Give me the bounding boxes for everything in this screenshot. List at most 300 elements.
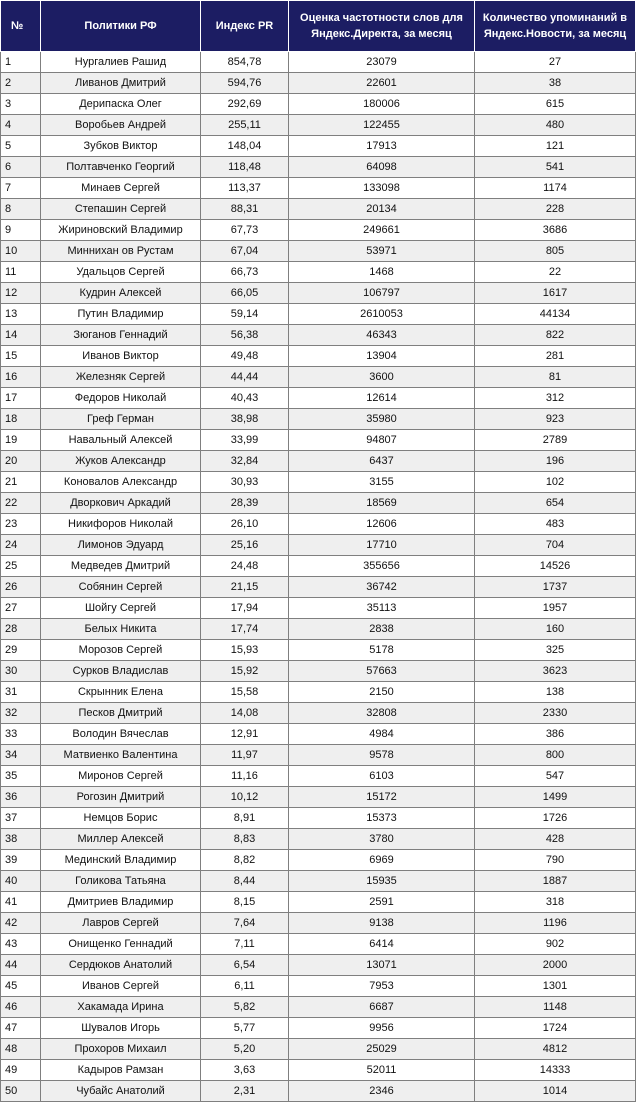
cell-number: 19 — [1, 430, 41, 451]
cell-news-mentions: 1724 — [475, 1018, 636, 1039]
cell-pr-index: 7,11 — [201, 934, 289, 955]
cell-number: 25 — [1, 556, 41, 577]
table-row — [1, 703, 636, 724]
cell-pr-index: 594,76 — [201, 73, 289, 94]
cell-politician: Кудрин Алексей — [41, 283, 201, 304]
cell-direct-frequency: 12614 — [289, 388, 475, 409]
cell-direct-frequency: 57663 — [289, 661, 475, 682]
cell-number: 20 — [1, 451, 41, 472]
cell-pr-index: 8,83 — [201, 829, 289, 850]
table-row — [1, 346, 636, 367]
cell-number: 6 — [1, 157, 41, 178]
cell-news-mentions: 1887 — [475, 871, 636, 892]
cell-number: 43 — [1, 934, 41, 955]
table-row — [1, 73, 636, 94]
cell-news-mentions: 138 — [475, 682, 636, 703]
table-row — [1, 598, 636, 619]
cell-politician: Степашин Сергей — [41, 199, 201, 220]
cell-news-mentions: 1737 — [475, 577, 636, 598]
cell-pr-index: 44,44 — [201, 367, 289, 388]
table-row — [1, 115, 636, 136]
cell-politician: Белых Никита — [41, 619, 201, 640]
cell-news-mentions: 44134 — [475, 304, 636, 325]
cell-direct-frequency: 3780 — [289, 829, 475, 850]
cell-news-mentions: 27 — [475, 52, 636, 73]
cell-number: 30 — [1, 661, 41, 682]
cell-direct-frequency: 13904 — [289, 346, 475, 367]
cell-politician: Миллер Алексей — [41, 829, 201, 850]
cell-news-mentions: 228 — [475, 199, 636, 220]
cell-direct-frequency: 18569 — [289, 493, 475, 514]
table-row — [1, 325, 636, 346]
cell-pr-index: 67,73 — [201, 220, 289, 241]
cell-number: 37 — [1, 808, 41, 829]
cell-news-mentions: 790 — [475, 850, 636, 871]
cell-direct-frequency: 122455 — [289, 115, 475, 136]
cell-direct-frequency: 15935 — [289, 871, 475, 892]
cell-pr-index: 24,48 — [201, 556, 289, 577]
cell-politician: Хакамада Ирина — [41, 997, 201, 1018]
cell-politician: Иванов Виктор — [41, 346, 201, 367]
cell-pr-index: 2,31 — [201, 1081, 289, 1102]
cell-number: 35 — [1, 766, 41, 787]
cell-politician: Володин Вячеслав — [41, 724, 201, 745]
cell-number: 8 — [1, 199, 41, 220]
cell-politician: Удальцов Сергей — [41, 262, 201, 283]
cell-number: 23 — [1, 514, 41, 535]
cell-politician: Дмитриев Владимир — [41, 892, 201, 913]
cell-pr-index: 14,08 — [201, 703, 289, 724]
cell-news-mentions: 1726 — [475, 808, 636, 829]
cell-direct-frequency: 3155 — [289, 472, 475, 493]
cell-politician: Онищенко Геннадий — [41, 934, 201, 955]
cell-direct-frequency: 6687 — [289, 997, 475, 1018]
cell-news-mentions: 1196 — [475, 913, 636, 934]
cell-news-mentions: 4812 — [475, 1039, 636, 1060]
cell-politician: Миронов Сергей — [41, 766, 201, 787]
cell-pr-index: 17,94 — [201, 598, 289, 619]
cell-number: 24 — [1, 535, 41, 556]
cell-politician: Прохоров Михаил — [41, 1039, 201, 1060]
table-row — [1, 829, 636, 850]
cell-number: 9 — [1, 220, 41, 241]
cell-politician: Зюганов Геннадий — [41, 325, 201, 346]
cell-pr-index: 59,14 — [201, 304, 289, 325]
cell-politician: Иванов Сергей — [41, 976, 201, 997]
header-yandex-news-mentions: Количество упоминаний в Яндекс.Новости, за месяц — [475, 1, 636, 52]
cell-politician: Матвиенко Валентина — [41, 745, 201, 766]
cell-direct-frequency: 17913 — [289, 136, 475, 157]
cell-politician: Миннихан ов Рустам — [41, 241, 201, 262]
cell-pr-index: 6,54 — [201, 955, 289, 976]
cell-news-mentions: 428 — [475, 829, 636, 850]
table-row — [1, 304, 636, 325]
table-row — [1, 808, 636, 829]
cell-news-mentions: 81 — [475, 367, 636, 388]
table-row — [1, 262, 636, 283]
cell-pr-index: 8,15 — [201, 892, 289, 913]
cell-pr-index: 28,39 — [201, 493, 289, 514]
table-row — [1, 934, 636, 955]
cell-pr-index: 8,44 — [201, 871, 289, 892]
cell-number: 42 — [1, 913, 41, 934]
cell-pr-index: 21,15 — [201, 577, 289, 598]
cell-news-mentions: 483 — [475, 514, 636, 535]
table-row — [1, 955, 636, 976]
table-row — [1, 787, 636, 808]
cell-politician: Чубайс Анатолий — [41, 1081, 201, 1102]
cell-politician: Дворкович Аркадий — [41, 493, 201, 514]
cell-number: 46 — [1, 997, 41, 1018]
cell-direct-frequency: 249661 — [289, 220, 475, 241]
cell-politician: Навальный Алексей — [41, 430, 201, 451]
cell-politician: Голикова Татьяна — [41, 871, 201, 892]
cell-politician: Мединский Владимир — [41, 850, 201, 871]
cell-pr-index: 67,04 — [201, 241, 289, 262]
cell-politician: Полтавченко Георгий — [41, 157, 201, 178]
cell-direct-frequency: 64098 — [289, 157, 475, 178]
cell-number: 18 — [1, 409, 41, 430]
cell-direct-frequency: 355656 — [289, 556, 475, 577]
table-row — [1, 577, 636, 598]
cell-politician: Скрынник Елена — [41, 682, 201, 703]
cell-number: 17 — [1, 388, 41, 409]
cell-number: 28 — [1, 619, 41, 640]
cell-number: 22 — [1, 493, 41, 514]
cell-news-mentions: 1499 — [475, 787, 636, 808]
cell-direct-frequency: 15373 — [289, 808, 475, 829]
table-row — [1, 619, 636, 640]
cell-direct-frequency: 4984 — [289, 724, 475, 745]
cell-number: 7 — [1, 178, 41, 199]
table-row — [1, 766, 636, 787]
table-row — [1, 472, 636, 493]
table-row — [1, 157, 636, 178]
cell-direct-frequency: 35980 — [289, 409, 475, 430]
cell-direct-frequency: 2838 — [289, 619, 475, 640]
cell-direct-frequency: 17710 — [289, 535, 475, 556]
cell-number: 41 — [1, 892, 41, 913]
cell-direct-frequency: 94807 — [289, 430, 475, 451]
cell-number: 15 — [1, 346, 41, 367]
cell-news-mentions: 541 — [475, 157, 636, 178]
cell-direct-frequency: 106797 — [289, 283, 475, 304]
cell-pr-index: 49,48 — [201, 346, 289, 367]
cell-direct-frequency: 20134 — [289, 199, 475, 220]
cell-direct-frequency: 36742 — [289, 577, 475, 598]
cell-number: 32 — [1, 703, 41, 724]
cell-direct-frequency: 1468 — [289, 262, 475, 283]
cell-number: 11 — [1, 262, 41, 283]
cell-pr-index: 66,05 — [201, 283, 289, 304]
table-row — [1, 640, 636, 661]
cell-number: 36 — [1, 787, 41, 808]
cell-news-mentions: 1617 — [475, 283, 636, 304]
cell-news-mentions: 22 — [475, 262, 636, 283]
table-row — [1, 745, 636, 766]
table-row — [1, 220, 636, 241]
cell-pr-index: 26,10 — [201, 514, 289, 535]
cell-news-mentions: 3623 — [475, 661, 636, 682]
table-row — [1, 724, 636, 745]
cell-direct-frequency: 25029 — [289, 1039, 475, 1060]
cell-direct-frequency: 53971 — [289, 241, 475, 262]
cell-number: 33 — [1, 724, 41, 745]
cell-number: 14 — [1, 325, 41, 346]
cell-number: 10 — [1, 241, 41, 262]
cell-number: 47 — [1, 1018, 41, 1039]
table-row — [1, 892, 636, 913]
cell-news-mentions: 3686 — [475, 220, 636, 241]
table-row — [1, 451, 636, 472]
cell-number: 2 — [1, 73, 41, 94]
table-body — [1, 52, 636, 1102]
cell-pr-index: 8,82 — [201, 850, 289, 871]
cell-pr-index: 32,84 — [201, 451, 289, 472]
cell-pr-index: 40,43 — [201, 388, 289, 409]
cell-direct-frequency: 12606 — [289, 514, 475, 535]
cell-news-mentions: 1174 — [475, 178, 636, 199]
cell-politician: Сурков Владислав — [41, 661, 201, 682]
cell-number: 3 — [1, 94, 41, 115]
table-row — [1, 94, 636, 115]
cell-news-mentions: 547 — [475, 766, 636, 787]
cell-news-mentions: 312 — [475, 388, 636, 409]
table-row — [1, 52, 636, 73]
cell-number: 48 — [1, 1039, 41, 1060]
cell-direct-frequency: 46343 — [289, 325, 475, 346]
cell-news-mentions: 325 — [475, 640, 636, 661]
cell-number: 4 — [1, 115, 41, 136]
cell-politician: Зубков Виктор — [41, 136, 201, 157]
cell-news-mentions: 1957 — [475, 598, 636, 619]
cell-news-mentions: 1148 — [475, 997, 636, 1018]
cell-pr-index: 38,98 — [201, 409, 289, 430]
cell-news-mentions: 1014 — [475, 1081, 636, 1102]
cell-direct-frequency: 23079 — [289, 52, 475, 73]
cell-politician: Федоров Николай — [41, 388, 201, 409]
table-row — [1, 283, 636, 304]
table-row — [1, 1039, 636, 1060]
cell-politician: Жириновский Владимир — [41, 220, 201, 241]
cell-number: 27 — [1, 598, 41, 619]
cell-number: 31 — [1, 682, 41, 703]
cell-pr-index: 292,69 — [201, 94, 289, 115]
cell-pr-index: 30,93 — [201, 472, 289, 493]
cell-news-mentions: 14333 — [475, 1060, 636, 1081]
cell-pr-index: 118,48 — [201, 157, 289, 178]
table-row — [1, 367, 636, 388]
cell-news-mentions: 902 — [475, 934, 636, 955]
table-row — [1, 871, 636, 892]
cell-politician: Путин Владимир — [41, 304, 201, 325]
cell-politician: Сердюков Анатолий — [41, 955, 201, 976]
cell-politician: Немцов Борис — [41, 808, 201, 829]
cell-direct-frequency: 2346 — [289, 1081, 475, 1102]
table-row — [1, 199, 636, 220]
cell-number: 34 — [1, 745, 41, 766]
table-row — [1, 661, 636, 682]
cell-number: 49 — [1, 1060, 41, 1081]
cell-direct-frequency: 9956 — [289, 1018, 475, 1039]
cell-pr-index: 113,37 — [201, 178, 289, 199]
cell-pr-index: 5,82 — [201, 997, 289, 1018]
cell-pr-index: 148,04 — [201, 136, 289, 157]
cell-pr-index: 33,99 — [201, 430, 289, 451]
cell-pr-index: 56,38 — [201, 325, 289, 346]
cell-news-mentions: 615 — [475, 94, 636, 115]
cell-number: 26 — [1, 577, 41, 598]
cell-pr-index: 6,11 — [201, 976, 289, 997]
cell-news-mentions: 386 — [475, 724, 636, 745]
table-row — [1, 1081, 636, 1102]
header-politician: Политики РФ — [41, 1, 201, 52]
cell-pr-index: 25,16 — [201, 535, 289, 556]
cell-news-mentions: 800 — [475, 745, 636, 766]
table-row — [1, 976, 636, 997]
table-row — [1, 556, 636, 577]
table-row — [1, 136, 636, 157]
cell-direct-frequency: 13071 — [289, 955, 475, 976]
cell-news-mentions: 121 — [475, 136, 636, 157]
cell-direct-frequency: 133098 — [289, 178, 475, 199]
cell-pr-index: 12,91 — [201, 724, 289, 745]
cell-direct-frequency: 32808 — [289, 703, 475, 724]
cell-pr-index: 15,58 — [201, 682, 289, 703]
cell-direct-frequency: 6437 — [289, 451, 475, 472]
cell-direct-frequency: 35113 — [289, 598, 475, 619]
cell-news-mentions: 318 — [475, 892, 636, 913]
cell-politician: Рогозин Дмитрий — [41, 787, 201, 808]
cell-direct-frequency: 52011 — [289, 1060, 475, 1081]
cell-politician: Жуков Александр — [41, 451, 201, 472]
cell-politician: Ливанов Дмитрий — [41, 73, 201, 94]
cell-news-mentions: 704 — [475, 535, 636, 556]
cell-number: 1 — [1, 52, 41, 73]
cell-politician: Коновалов Александр — [41, 472, 201, 493]
table-row — [1, 1018, 636, 1039]
table-row — [1, 241, 636, 262]
cell-direct-frequency: 7953 — [289, 976, 475, 997]
cell-politician: Лимонов Эдуард — [41, 535, 201, 556]
cell-pr-index: 5,20 — [201, 1039, 289, 1060]
cell-number: 38 — [1, 829, 41, 850]
cell-politician: Шойгу Сергей — [41, 598, 201, 619]
cell-politician: Шувалов Игорь — [41, 1018, 201, 1039]
cell-pr-index: 7,64 — [201, 913, 289, 934]
cell-news-mentions: 480 — [475, 115, 636, 136]
cell-number: 13 — [1, 304, 41, 325]
cell-pr-index: 3,63 — [201, 1060, 289, 1081]
cell-politician: Греф Герман — [41, 409, 201, 430]
cell-number: 39 — [1, 850, 41, 871]
cell-news-mentions: 1301 — [475, 976, 636, 997]
cell-number: 12 — [1, 283, 41, 304]
cell-politician: Песков Дмитрий — [41, 703, 201, 724]
cell-number: 50 — [1, 1081, 41, 1102]
cell-news-mentions: 2789 — [475, 430, 636, 451]
cell-direct-frequency: 2591 — [289, 892, 475, 913]
cell-number: 29 — [1, 640, 41, 661]
cell-number: 21 — [1, 472, 41, 493]
table-row — [1, 682, 636, 703]
cell-politician: Кадыров Рамзан — [41, 1060, 201, 1081]
cell-direct-frequency: 9138 — [289, 913, 475, 934]
cell-news-mentions: 822 — [475, 325, 636, 346]
table-row — [1, 997, 636, 1018]
cell-politician: Никифоров Николай — [41, 514, 201, 535]
cell-politician: Морозов Сергей — [41, 640, 201, 661]
table-row — [1, 514, 636, 535]
cell-news-mentions: 923 — [475, 409, 636, 430]
cell-news-mentions: 281 — [475, 346, 636, 367]
cell-direct-frequency: 2150 — [289, 682, 475, 703]
cell-direct-frequency: 22601 — [289, 73, 475, 94]
cell-news-mentions: 2000 — [475, 955, 636, 976]
cell-pr-index: 88,31 — [201, 199, 289, 220]
cell-number: 5 — [1, 136, 41, 157]
table-header-row — [1, 1, 636, 52]
table-row — [1, 1060, 636, 1081]
cell-direct-frequency: 6969 — [289, 850, 475, 871]
table-row — [1, 178, 636, 199]
header-number: № — [1, 1, 41, 52]
cell-pr-index: 15,92 — [201, 661, 289, 682]
cell-direct-frequency: 15172 — [289, 787, 475, 808]
header-pr-index: Индекс PR — [201, 1, 289, 52]
cell-direct-frequency: 6414 — [289, 934, 475, 955]
cell-politician: Собянин Сергей — [41, 577, 201, 598]
cell-news-mentions: 654 — [475, 493, 636, 514]
cell-direct-frequency: 9578 — [289, 745, 475, 766]
cell-news-mentions: 2330 — [475, 703, 636, 724]
cell-pr-index: 255,11 — [201, 115, 289, 136]
cell-pr-index: 11,16 — [201, 766, 289, 787]
cell-direct-frequency: 180006 — [289, 94, 475, 115]
cell-pr-index: 5,77 — [201, 1018, 289, 1039]
table-row — [1, 493, 636, 514]
cell-news-mentions: 102 — [475, 472, 636, 493]
cell-politician: Минаев Сергей — [41, 178, 201, 199]
cell-politician: Железняк Сергей — [41, 367, 201, 388]
cell-direct-frequency: 2610053 — [289, 304, 475, 325]
cell-politician: Нургалиев Рашид — [41, 52, 201, 73]
cell-politician: Дерипаска Олег — [41, 94, 201, 115]
cell-news-mentions: 14526 — [475, 556, 636, 577]
cell-pr-index: 10,12 — [201, 787, 289, 808]
cell-number: 44 — [1, 955, 41, 976]
cell-pr-index: 854,78 — [201, 52, 289, 73]
cell-pr-index: 66,73 — [201, 262, 289, 283]
cell-politician: Лавров Сергей — [41, 913, 201, 934]
table-row — [1, 409, 636, 430]
table-row — [1, 535, 636, 556]
cell-news-mentions: 805 — [475, 241, 636, 262]
header-yandex-direct-frequency: Оценка частотности слов для Яндекс.Директа, за месяц — [289, 1, 475, 52]
cell-number: 16 — [1, 367, 41, 388]
cell-number: 40 — [1, 871, 41, 892]
cell-pr-index: 8,91 — [201, 808, 289, 829]
cell-direct-frequency: 5178 — [289, 640, 475, 661]
cell-direct-frequency: 6103 — [289, 766, 475, 787]
cell-pr-index: 15,93 — [201, 640, 289, 661]
table-row — [1, 850, 636, 871]
table-row — [1, 913, 636, 934]
cell-news-mentions: 38 — [475, 73, 636, 94]
cell-direct-frequency: 3600 — [289, 367, 475, 388]
cell-pr-index: 11,97 — [201, 745, 289, 766]
cell-news-mentions: 196 — [475, 451, 636, 472]
